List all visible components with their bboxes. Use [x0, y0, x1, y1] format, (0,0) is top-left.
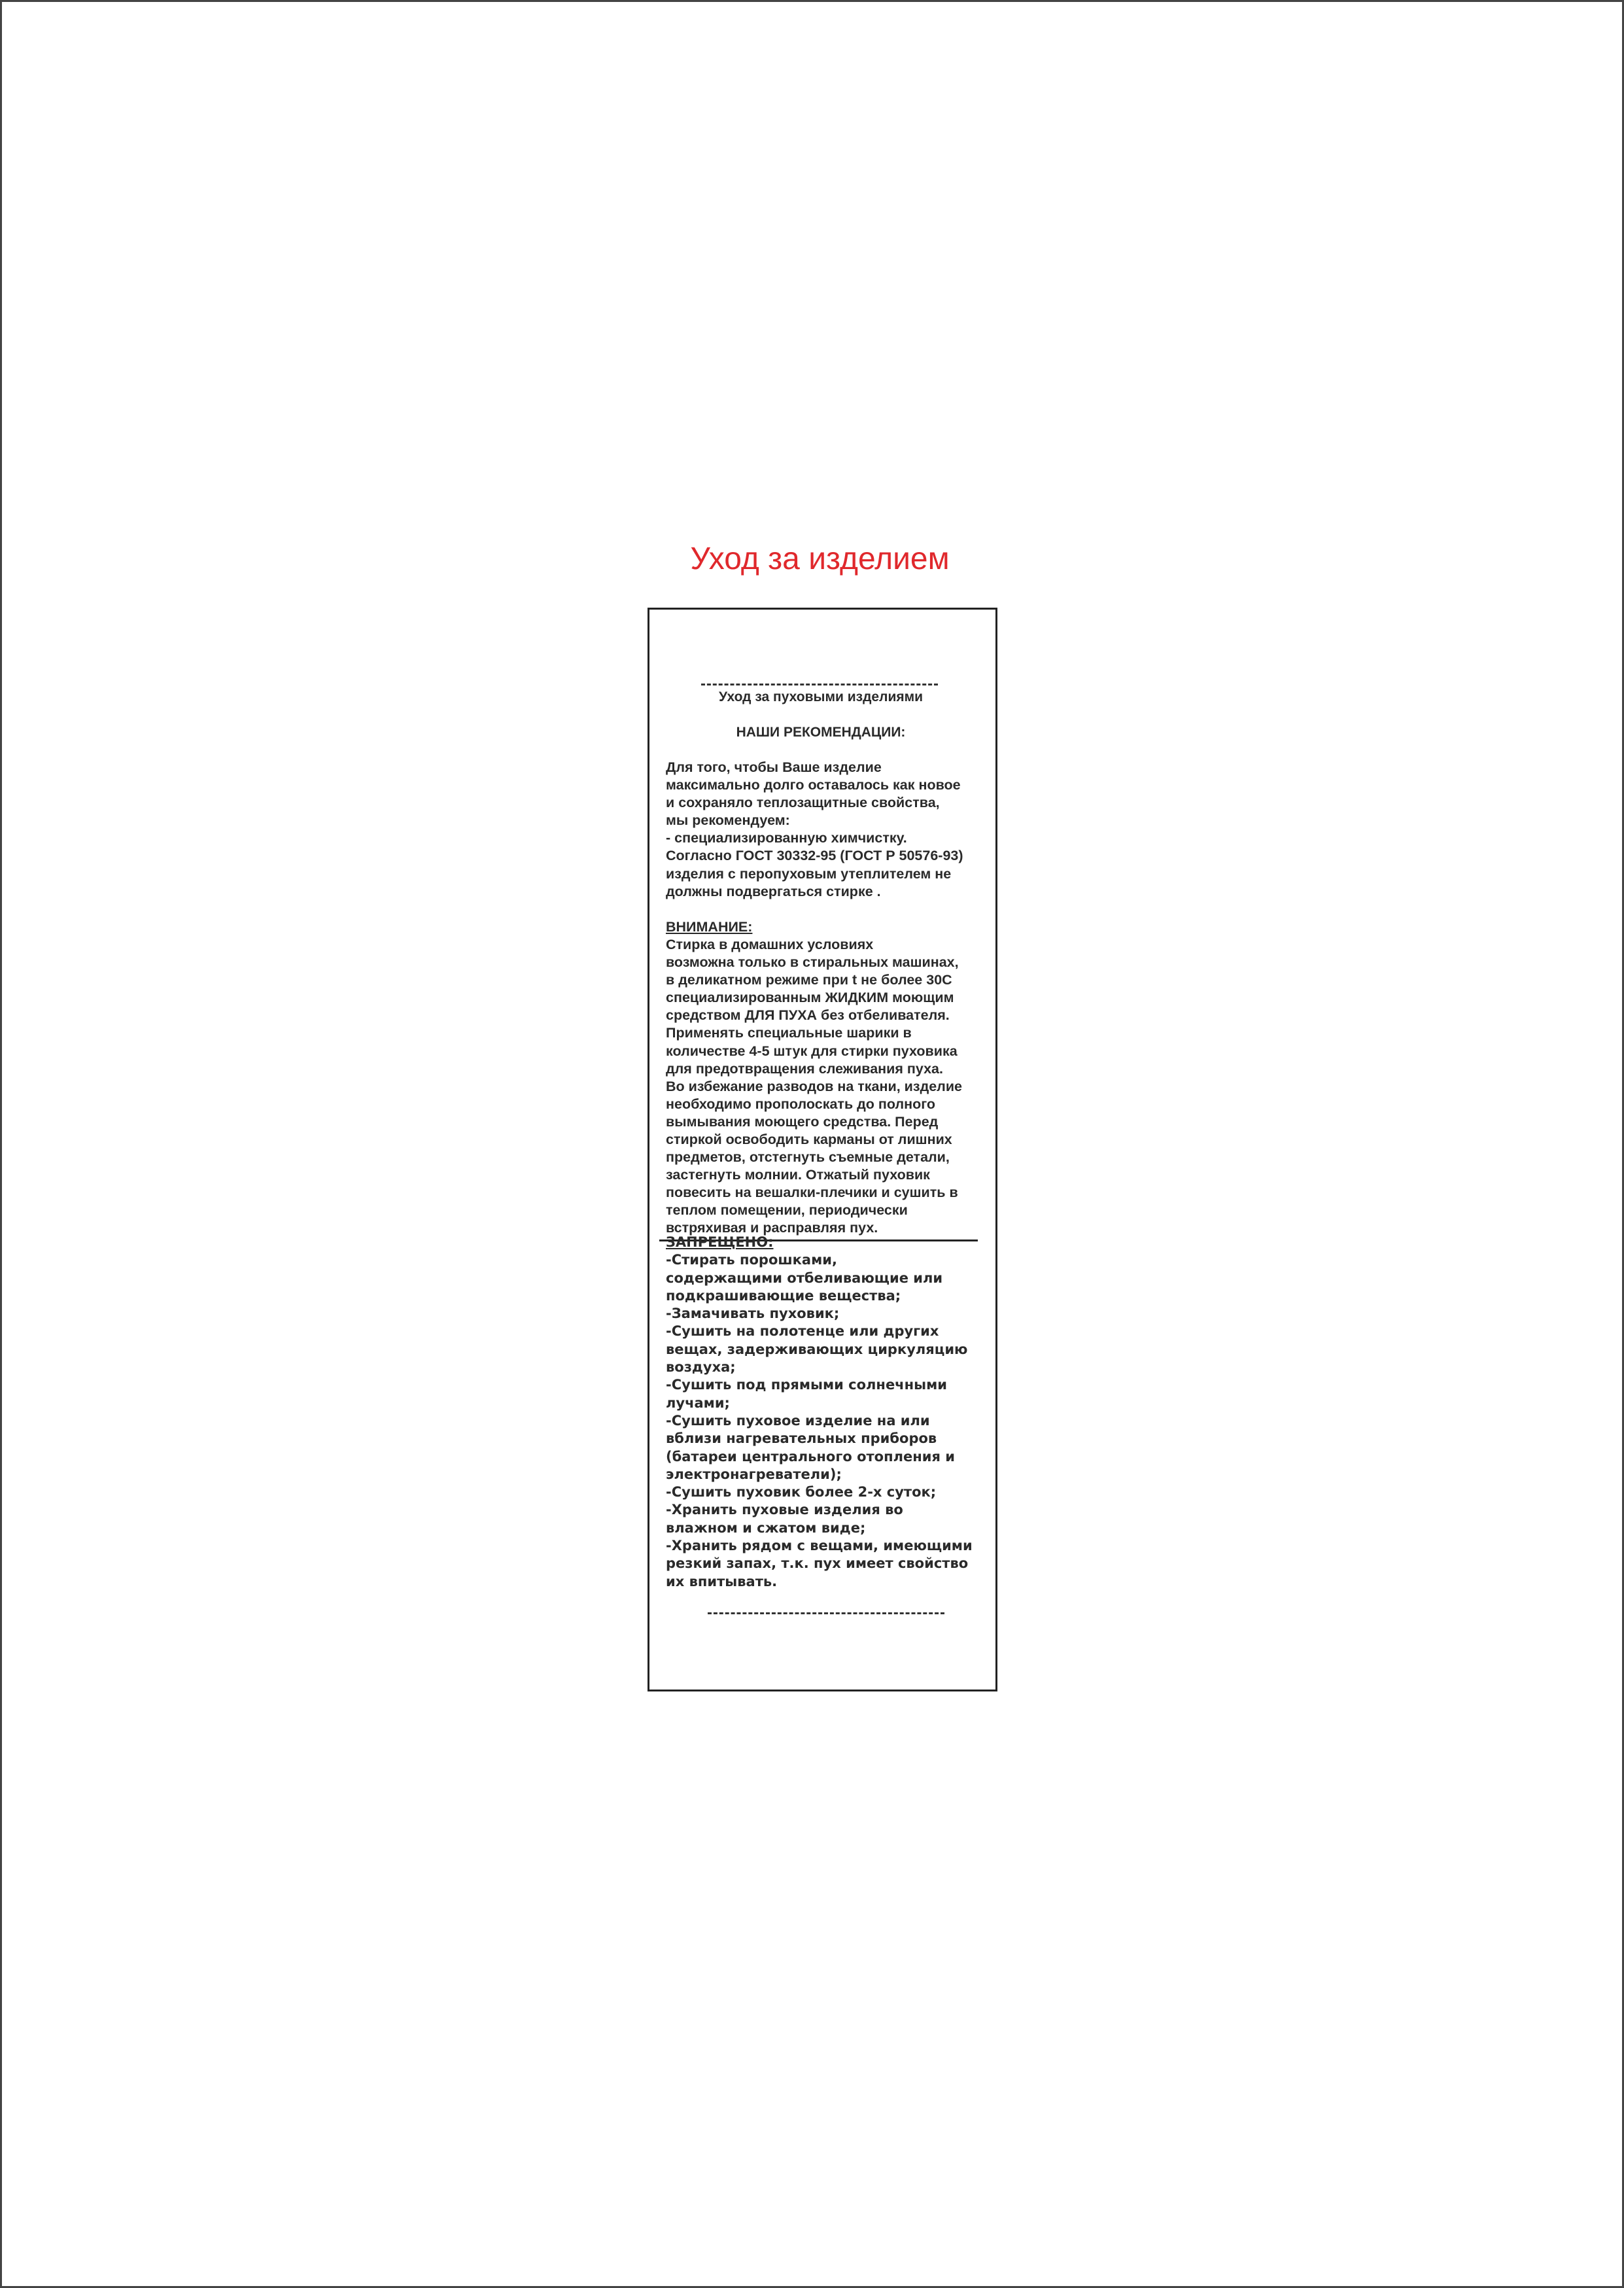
attention-line: Стирка в домашних условиях [666, 936, 874, 952]
attention-line: Применять специальные шарики в [666, 1025, 912, 1041]
attention-line: средством ДЛЯ ПУХА без отбеливателя. [666, 1007, 950, 1024]
forbidden-line: -Сушить под прямыми солнечными [666, 1377, 947, 1393]
forbidden-line: вещах, задерживающих циркуляцию [666, 1341, 968, 1357]
forbidden-line: лучами; [666, 1395, 730, 1411]
intro-line: изделия с перопуховым утеплителем не [666, 865, 952, 882]
forbidden-line: -Замачивать пуховик; [666, 1306, 840, 1322]
cut-line-bottom [708, 1612, 944, 1614]
forbidden-line: воздуха; [666, 1359, 736, 1376]
forbidden-line: их впитывать. [666, 1573, 778, 1589]
intro-line: и сохраняло теплозащитные свойства, [666, 795, 940, 811]
attention-line: в деликатном режиме при t не более 30С [666, 972, 952, 988]
blank-line [666, 901, 963, 918]
intro-line: мы рекомендуем: [666, 812, 790, 829]
recommendations-block [666, 759, 963, 1238]
attention-line: специализированным ЖИДКИМ моющим [666, 990, 954, 1006]
attention-line: количестве 4-5 штук для стирки пуховика [666, 1043, 958, 1059]
attention-line: для предотвращения слеживания пуха. [666, 1060, 943, 1077]
forbidden-line: вблизи нагревательных приборов [666, 1430, 937, 1447]
forbidden-block [666, 1234, 973, 1591]
attention-line: встряхивая и расправляя пух. [666, 1220, 878, 1236]
forbidden-line: электронагреватели); [666, 1466, 842, 1482]
forbidden-line: резкий запах, т.к. пух имеет свойство [666, 1555, 969, 1572]
forbidden-line: (батареи центрального отопления и [666, 1448, 955, 1465]
forbidden-heading: ЗАПРЕЩЕНО: [666, 1234, 774, 1250]
intro-line: максимально долго оставалось как новое [666, 777, 961, 793]
page-title: Уход за изделием [690, 542, 950, 576]
intro-line: Согласно ГОСТ 30332-95 (ГОСТ Р 50576-93) [666, 848, 963, 864]
attention-line: повесить на вешалки-плечики и сушить в [666, 1185, 958, 1201]
forbidden-line: подкрашивающие вещества; [666, 1287, 901, 1304]
intro-line: - специализированную химчистку. [666, 830, 907, 846]
forbidden-line: -Хранить пуховые изделия во [666, 1502, 903, 1518]
intro-line: должны подвергаться стирке . [666, 883, 881, 899]
forbidden-line: содержащими отбеливающие или [666, 1270, 943, 1286]
attention-line: необходимо прополоскать до полного [666, 1096, 936, 1112]
attention-line: теплом помещении, периодически [666, 1202, 908, 1219]
forbidden-line: -Стирать порошками, [666, 1252, 837, 1268]
attention-line: предметов, отстегнуть съемные детали, [666, 1149, 950, 1166]
recommendations-heading: НАШИ РЕКОМЕНДАЦИИ: [736, 725, 906, 740]
forbidden-line: -Хранить рядом с вещами, имеющими [666, 1538, 973, 1554]
forbidden-line: -Сушить на полотенце или других [666, 1323, 939, 1340]
attention-line: возможна только в стиральных машинах, [666, 954, 959, 971]
forbidden-line: -Сушить пуховик более 2-х суток; [666, 1484, 937, 1500]
attention-line: застегнуть молнии. Отжатый пуховик [666, 1167, 930, 1183]
attention-line: Во избежание разводов на ткани, изделие [666, 1078, 963, 1094]
attention-line: стиркой освободить карманы от лишних [666, 1131, 952, 1147]
label-header: Уход за пуховыми изделиями [718, 689, 924, 704]
attention-line: вымывания моющего средства. Перед [666, 1113, 939, 1130]
attention-heading: ВНИМАНИЕ: [666, 918, 753, 935]
intro-line: Для того, чтобы Ваше изделие [666, 759, 882, 775]
cut-line-top [701, 684, 938, 685]
forbidden-line: -Сушить пуховое изделие на или [666, 1412, 930, 1429]
forbidden-line: влажном и сжатом виде; [666, 1519, 866, 1536]
